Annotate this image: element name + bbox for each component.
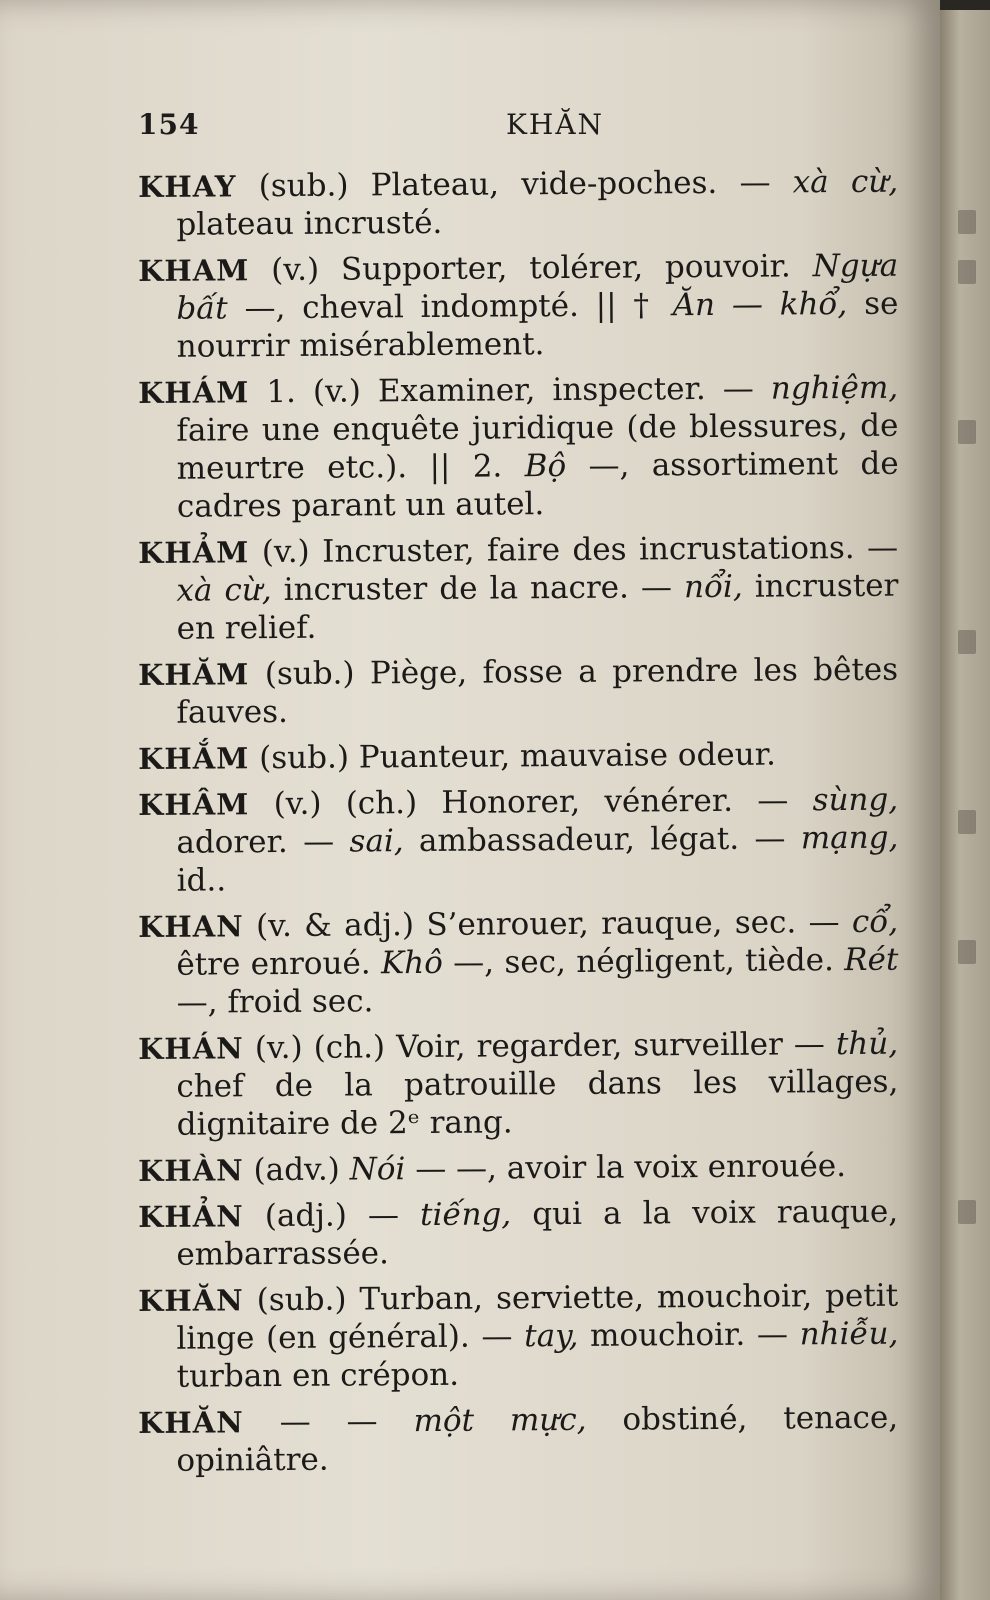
vietnamese-example: một mực, <box>413 1401 587 1440</box>
entry-grammar: (v.) <box>271 251 320 289</box>
definition-text: —, cheval indompté. || † <box>227 287 673 327</box>
show-through-mark <box>958 260 976 284</box>
entry-grammar: (sub.) <box>256 1281 347 1319</box>
entry-headword: KHAY <box>138 169 237 204</box>
dictionary-entry <box>138 903 899 1022</box>
running-head: KHĂN <box>506 108 605 141</box>
definition-text: adorer. — <box>176 823 350 861</box>
vietnamese-example: nổi, <box>683 568 743 606</box>
definition-text: Plateau, vide-poches. — <box>370 164 793 204</box>
vietnamese-example: thủ, <box>835 1025 899 1063</box>
vietnamese-example: cổ, <box>851 903 899 941</box>
definition-text: — —, avoir la voix enrouée. <box>405 1148 847 1188</box>
dictionary-entry <box>138 1399 899 1480</box>
definition-text: —, froid sec. <box>176 983 374 1021</box>
definition-text: S’enrouer, rauque, sec. — <box>426 904 853 943</box>
entry-headword: KHĂM <box>138 657 250 692</box>
definition-text: mouchoir. — <box>578 1316 800 1354</box>
vietnamese-example: mạng, <box>800 819 899 857</box>
entry-headword: KHĂN <box>138 1283 244 1318</box>
entry-grammar: (adj.) <box>264 1197 347 1235</box>
vietnamese-example: sai, <box>349 823 404 860</box>
definition-text: Puanteur, mauvaise odeur. <box>358 736 777 776</box>
entry-headword: KHĂN <box>138 1405 244 1440</box>
entry-grammar: (sub.) <box>264 655 355 693</box>
dictionary-entry <box>138 1025 899 1144</box>
entry-headword: KHẢM <box>138 535 250 570</box>
entry-grammar: (v.) <box>261 533 310 571</box>
definition-text: Piège, fosse a prendre les bêtes fauves. <box>176 651 899 731</box>
definition-text: Honorer, vénérer. — <box>441 782 813 821</box>
entry-grammar: (adv.) <box>253 1151 340 1189</box>
show-through-mark <box>958 940 976 964</box>
dictionary-entry <box>138 163 899 244</box>
adjacent-page-edge <box>940 10 990 1600</box>
vietnamese-example: Nói <box>349 1151 406 1188</box>
page-number: 154 <box>138 108 200 141</box>
definition-text: incruster de la nacre. — <box>271 569 685 609</box>
entry-headword: KHAM <box>138 253 250 288</box>
definition-text: qui a la voix rauque, embarrassée. <box>176 1193 899 1273</box>
vietnamese-example: nghiệm, <box>770 369 899 407</box>
definition-text: chef de la patrouille dans les villages, dignitaire de 2ᵉ rang. <box>176 1063 899 1143</box>
vietnamese-example: Khô <box>380 944 443 982</box>
entry-headword: KHẢN <box>138 1199 244 1234</box>
dictionary-entry <box>138 1193 899 1274</box>
definition-text: Supporter, tolérer, pouvoir. <box>340 248 813 288</box>
dictionary-entry <box>138 529 899 648</box>
definition-text: être enroué. <box>176 945 382 983</box>
dictionary-entry <box>138 369 899 526</box>
show-through-mark <box>958 1200 976 1224</box>
vietnamese-example: nhiễu, <box>799 1315 899 1353</box>
entry-headword: KHÁM <box>138 375 250 410</box>
vietnamese-example: Ngựa bất <box>176 247 899 327</box>
definition-text: id.. <box>176 862 227 899</box>
definition-text: plateau incrusté. <box>176 204 443 243</box>
definition-text: Incruster, faire des incrustations. — <box>322 529 899 570</box>
vietnamese-example: Bộ <box>524 448 567 485</box>
definition-text: ambassadeur, légat. — <box>403 820 801 860</box>
show-through-mark <box>958 420 976 444</box>
entry-headword: KHAN <box>138 909 244 944</box>
definition-text: incruster en relief. <box>176 567 899 647</box>
vietnamese-example: Ăn — khổ, <box>672 286 848 324</box>
show-through-mark <box>958 810 976 834</box>
vietnamese-example: tay, <box>524 1317 579 1355</box>
definition-text: — <box>367 1197 421 1234</box>
definition-text: —, sec, négligent, tiède. <box>442 942 845 981</box>
dictionary-entry <box>138 735 898 778</box>
entry-grammar: (v.) (ch.) <box>273 785 418 823</box>
definition-text: obstiné, tenace, opiniâtre. <box>176 1399 899 1479</box>
entry-grammar: (sub.) <box>258 167 349 205</box>
show-through-mark <box>958 630 976 654</box>
definition-text: Examiner, inspecter. — <box>377 370 771 410</box>
dictionary-entry <box>138 1277 899 1396</box>
show-through-mark <box>958 210 976 234</box>
definition-text: —, assortiment de cadres parant un autel. <box>176 445 899 525</box>
entry-headword: KHÁN <box>138 1031 244 1066</box>
vietnamese-example: xà cừ, <box>792 163 899 201</box>
entry-headword: KHÂM <box>138 787 250 822</box>
vietnamese-example: xà cừ, <box>176 572 272 609</box>
dictionary-entries <box>138 163 899 1488</box>
entry-grammar: (sub.) <box>259 739 350 777</box>
entry-grammar: 1. (v.) <box>266 373 361 411</box>
definition-text: — — <box>279 1403 414 1441</box>
vietnamese-example: sùng, <box>812 781 899 819</box>
page-header <box>138 108 888 148</box>
dictionary-entry <box>138 247 899 366</box>
dictionary-entry <box>138 781 899 900</box>
definition-text: faire une enquête juridique (de blessures, de meurtre etc.). || 2. <box>176 407 899 487</box>
definition-text: turban en crépon. <box>176 1356 460 1395</box>
vietnamese-example: tiếng, <box>419 1196 512 1234</box>
entry-grammar: (v. & adj.) <box>255 907 415 945</box>
entry-headword: KHÀN <box>138 1153 244 1188</box>
dictionary-entry <box>138 1147 898 1190</box>
vietnamese-example: Rét <box>844 941 899 979</box>
entry-headword: KHẮM <box>138 741 250 776</box>
dictionary-entry <box>138 651 899 732</box>
definition-text: Voir, regarder, surveiller — <box>396 1026 837 1066</box>
definition-text: Turban, serviette, mouchoir, petit linge (en général). — <box>176 1277 899 1357</box>
definition-text: se nourrir misérablement. <box>176 285 899 365</box>
entry-grammar: (v.) (ch.) <box>254 1029 386 1067</box>
